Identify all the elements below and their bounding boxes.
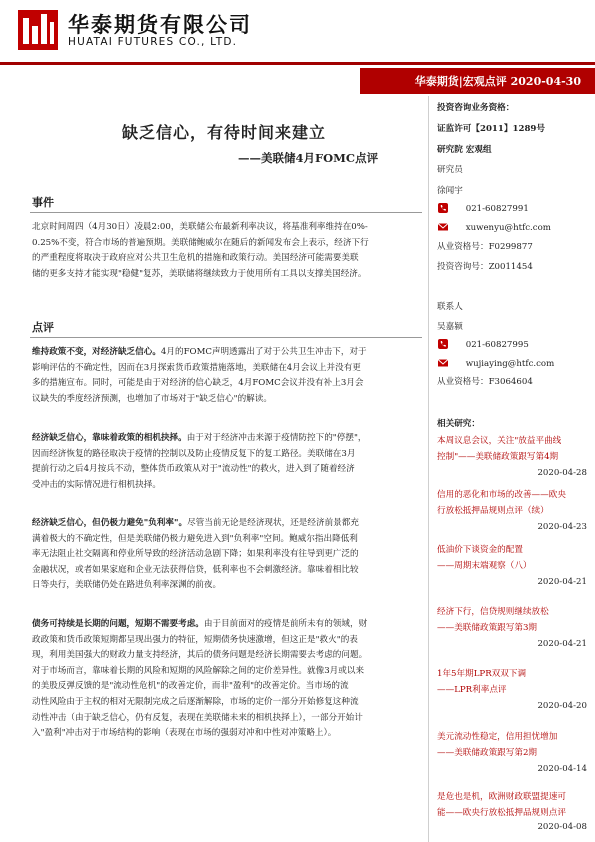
report-title: 缺乏信心，有待时间来建立 [122,123,327,142]
analyst-consult-cert: 投资咨询号：Z0011454 [437,262,533,272]
related-title-line: 美元流动性稳定，信用担忧增加 [437,732,558,742]
paragraph-line: 因而经济恢复的路径取决于疫情的控制以及防止疫情反复下的复工路径。美联储在3月 [32,448,356,459]
related-title-line: 信用的恶化和市场的改善——欧央 [437,490,566,500]
related-title-line: 经济下行，信贷规则继续放松 [437,607,549,617]
events-rule [30,212,422,213]
report-bar [360,68,595,94]
paragraph-line: 满着极大的不确定性，但是美联储仍极力避免进入到"负利率"空间。鲍威尔指出降低利 [32,533,358,544]
paragraph-line: 提前行动之后4月按兵不动，整体货币政策从对于"流动性"的救火，进入到了随着经济 [32,464,355,475]
related-title-line: ——美联储政策跟写第3期 [437,622,537,633]
contact-phone: 021-60827995 [465,339,529,350]
paragraph-line: 的美股反弹反馈的是"流动性危机"的改善定价，而非"盈利"的改善定价。当市场的流 [32,681,349,692]
column-divider [428,96,429,842]
report-bar-text: 华泰期货|宏观点评 2020-04-30 [414,75,581,88]
related-item[interactable] [437,605,587,649]
related-item[interactable] [437,730,587,774]
paragraph-lead: 维持政策不变，对经济缺乏信心。 [32,347,161,357]
related-title-line: ——周期末端观察（八） [437,560,532,571]
related-title-line: 是危也是机，欧洲财政联盟提速可 [437,792,566,802]
events-heading: 事件 [32,196,54,209]
related-date: 2020-04-21 [537,577,587,587]
company-name-cn: 华泰期货有限公司 [68,13,252,37]
phone-icon [437,202,449,214]
paragraph-line: 动性风险由于主权的相对无限制完成之后逐渐解除，市场的定价一部分开始修复这种流 [32,696,359,707]
paragraph-line: 率无法阻止社交隔离和停业所导致的经济活动急剧下降；如果利率没有往导到更广泛的 [32,549,359,560]
comment-heading: 点评 [32,321,54,334]
paragraph-line: 对于市场而言，靠味着长期的风险和短期的风险解除之间的定价差异性。就像3月或以来 [32,665,365,676]
related-date: 2020-04-28 [537,468,587,478]
paragraph-line: 现，利用美国强大的财政力量支持经济，其后的债务问题是经济长期需要去考虑的问题。 [32,650,368,661]
related-heading: 相关研究： [437,419,480,429]
analyst-name: 徐闻宇 [437,186,463,196]
paragraph-line: 由于对于经济冲击来源于疫情防控下的"停摆"， [186,433,367,443]
related-title-line: 能——欧央行放松抵押品规则点评 [437,807,566,818]
paragraph-line: 政政策和货币政策短期都呈现出强力的特征，短期债务快速激增，但这正是"救火"的表 [32,634,358,645]
paragraph-line: 多的措施宣布。同时，可能是由于对经济的信心缺乏，4月FOMC会议并没有补上3月会 [32,378,364,389]
email-icon [437,357,449,369]
paragraph-line: 入"盈利"冲击对于市场结构的影响（表现在市场的强弱对冲和中性对冲策略上）。 [32,728,337,739]
paragraph-line: 尽管当前无论是经济现状，还是经济前景都充 [187,518,359,528]
email-icon [437,221,449,233]
related-title-line: 低油价下谈资金的配置 [437,545,523,555]
related-title-line: 本周议息会议，关注"放益平曲线 [437,436,562,446]
events-line: 北京时间周四（4月30日）凌晨2:00，美联储公布最新利率决议，将基准利率维持在0%- [32,222,368,232]
analyst-role: 研究员 [437,165,463,175]
related-title-line: 1年5年期LPR双双下调 [437,669,527,679]
contact-cert: 从业资格号：F3064604 [437,377,533,387]
related-date: 2020-04-20 [537,701,587,711]
analyst-email-row [437,221,587,233]
events-line: 的严重程度将取决于政府应对公共卫生危机的措施和政策行动。美国经济可能需要美联 [32,253,359,264]
related-item[interactable] [437,543,587,587]
related-item[interactable] [437,434,587,478]
events-line: 0.25%不变，符合市场的普遍预期。美联储鲍威尔在随后的新闻发布会上表示，经济下行 [32,237,369,248]
related-date: 2020-04-14 [537,764,587,774]
contact-email[interactable]: wujiaying@htfc.com [465,358,555,369]
related-title-line: ——LPR利率点评 [437,684,507,695]
related-date: 2020-04-08 [537,822,587,832]
comment-paragraph-1 [32,345,420,407]
analyst-phone: 021-60827991 [465,203,529,214]
paragraph-lead: 债务可持续是长期的问题，短期不需要考虑。 [32,619,204,629]
contact-phone-row [437,338,587,350]
analyst-phone-row [437,202,587,214]
events-line: 储的更多支持才能实现"稳健"复苏，美联储将继续致力于使用所有工具以支撑美国经济。 [32,268,367,279]
events-paragraph [32,220,420,282]
department: 研究院 宏观组 [437,145,492,155]
comment-paragraph-3 [32,516,420,594]
related-title-line: ——美联储政策跟写第2期 [437,747,537,758]
related-item[interactable] [437,667,587,711]
related-item[interactable] [437,790,587,832]
consult-label: 投资咨询业务资格： [437,103,515,113]
paragraph-line: 动性冲击（由于缺乏信心，仍有反复，表现在美联储未来的相机抉择上），一部分开始计 [32,712,363,723]
report-subtitle: ——美联储4月FOMC点评 [238,151,379,165]
paragraph-line: 4月的FOMC声明透露出了对于公共卫生冲击下，对于 [160,347,367,357]
paragraph-lead: 经济缺乏信心，靠味着政策的相机抉择。 [32,433,187,443]
paragraph-line: 金融状况，或者如果家庭和企业无法获得信贷，低利率也不会刺激经济。靠味着相比较 [32,564,359,575]
related-date: 2020-04-21 [537,639,587,649]
related-title-line: 行放松抵押品规则点评（续） [437,505,549,516]
paragraph-line: 日等央行，美联储仍处在路进负利率深渊的前夜。 [32,580,222,591]
comment-paragraph-4 [32,617,420,742]
analyst-cert: 从业资格号：F0299877 [437,242,533,252]
contact-role: 联系人 [437,302,463,312]
license-number: 证监许可【2011】1289号 [437,124,545,134]
paragraph-line: 由于目前面对的疫情是前所未有的领域，财 [203,619,368,629]
contact-name: 吴嘉颍 [437,322,463,332]
paragraph-line: 影响评估的不确定性，因而在3月探索货币政策措施落地，美联储在4月会议上并没有更 [32,362,361,373]
company-name-en: HUATAI FUTURES CO., LTD. [68,36,238,48]
paragraph-line: 议缺失的季度经济预测，也增加了市场对于"缺乏信心"的解读。 [32,393,272,404]
contact-email-row [437,357,587,369]
comment-rule [30,337,422,338]
header-rule [0,62,595,65]
paragraph-lead: 经济缺乏信心，但仍极力避免"负利率"。 [32,518,188,528]
phone-icon [437,338,449,350]
related-item[interactable] [437,488,587,532]
related-title-line: 控制"——美联储政策跟写第4期 [437,451,559,462]
company-logo [18,10,58,50]
comment-paragraph-2 [32,431,420,493]
paragraph-line: 受冲击的实际情况进行相机抉择。 [32,479,161,490]
related-date: 2020-04-23 [537,522,587,532]
analyst-email[interactable]: xuwenyu@htfc.com [465,222,551,233]
